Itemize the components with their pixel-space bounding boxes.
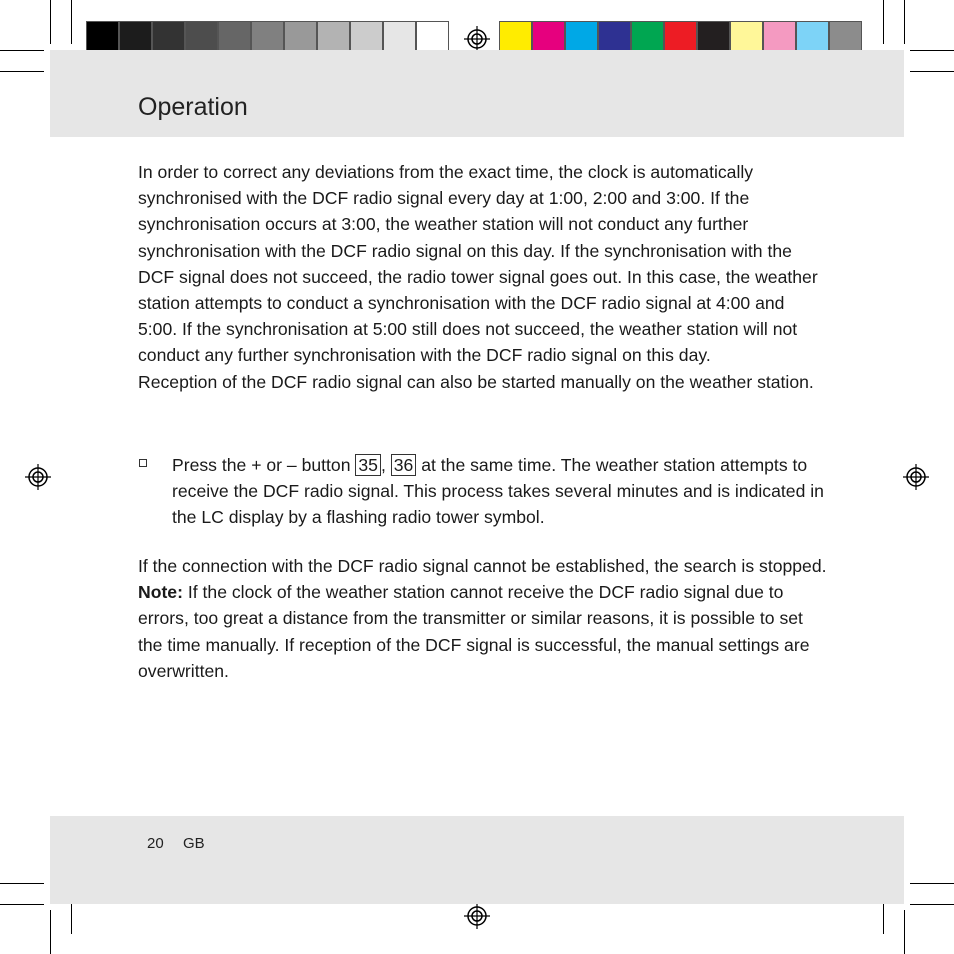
footer-band <box>50 816 904 904</box>
crop-mark <box>910 50 954 51</box>
instruction-step <box>138 452 828 531</box>
registration-mark-icon <box>464 903 490 929</box>
step-separator: , <box>380 455 391 475</box>
registration-mark-icon <box>903 464 929 490</box>
note-text: If the clock of the weather station cannot receive the DCF radio signal due to errors, too great a distance from the transmitter or similar reasons, it is possible to set the time manually. If reception of the DCF signal is successful, the manual settings are overwritten. <box>138 582 810 681</box>
button-ref-36: 36 <box>391 454 417 476</box>
step-prefix: Press the + or – button <box>172 455 356 475</box>
crop-mark <box>904 910 905 954</box>
paragraph-manual-reception: Reception of the DCF radio signal can also be started manually on the weather station. <box>138 371 814 392</box>
crop-mark <box>0 904 44 905</box>
language-code: GB <box>183 835 205 852</box>
crop-mark <box>883 0 884 44</box>
instruction-step-text <box>172 452 828 531</box>
crop-mark <box>0 883 44 884</box>
crop-mark <box>910 71 954 72</box>
crop-mark <box>0 71 44 72</box>
step-suffix: at the same time. The weather station attempts to receive the DCF radio signal. This process takes several minutes and is indicated in the LC display by a flashing radio tower symbol. <box>172 455 824 528</box>
registration-mark-icon <box>25 464 51 490</box>
button-ref-35: 35 <box>355 454 381 476</box>
crop-mark <box>0 50 44 51</box>
registration-mark-icon <box>464 26 490 52</box>
crop-mark <box>50 910 51 954</box>
paragraph-sync-schedule: In order to correct any deviations from the exact time, the clock is automatically synchronised with the DCF radio signal every day at 1:00, 2:00 and 3:00. If the synchronisation occurs at 3:00, the weather station will not conduct any further synchronisation with the DCF radio signal on this day. If the synchronisation with the DCF signal does not succeed, the radio tower signal goes out. In this case, the weather station attempts to conduct a synchronisation with the DCF radio signal at 4:00 and 5:00. If the synchronisation at 5:00 still does not succeed, the weather station will not conduct any further synchronisation with the DCF radio signal on this day. <box>138 162 818 366</box>
page-title: Operation <box>138 93 248 121</box>
intro-text-block <box>138 159 828 395</box>
crop-mark <box>50 0 51 44</box>
note-label: Note: <box>138 582 183 603</box>
crop-mark <box>904 0 905 44</box>
crop-mark <box>910 904 954 905</box>
closing-text-block <box>138 553 828 684</box>
crop-mark <box>71 0 72 44</box>
checkbox-bullet-icon <box>139 459 147 467</box>
paragraph-search-stopped: If the connection with the DCF radio signal cannot be established, the search is stopped. <box>138 556 827 576</box>
crop-mark <box>910 883 954 884</box>
note-paragraph <box>138 579 828 684</box>
page-number: 20 <box>147 835 164 852</box>
